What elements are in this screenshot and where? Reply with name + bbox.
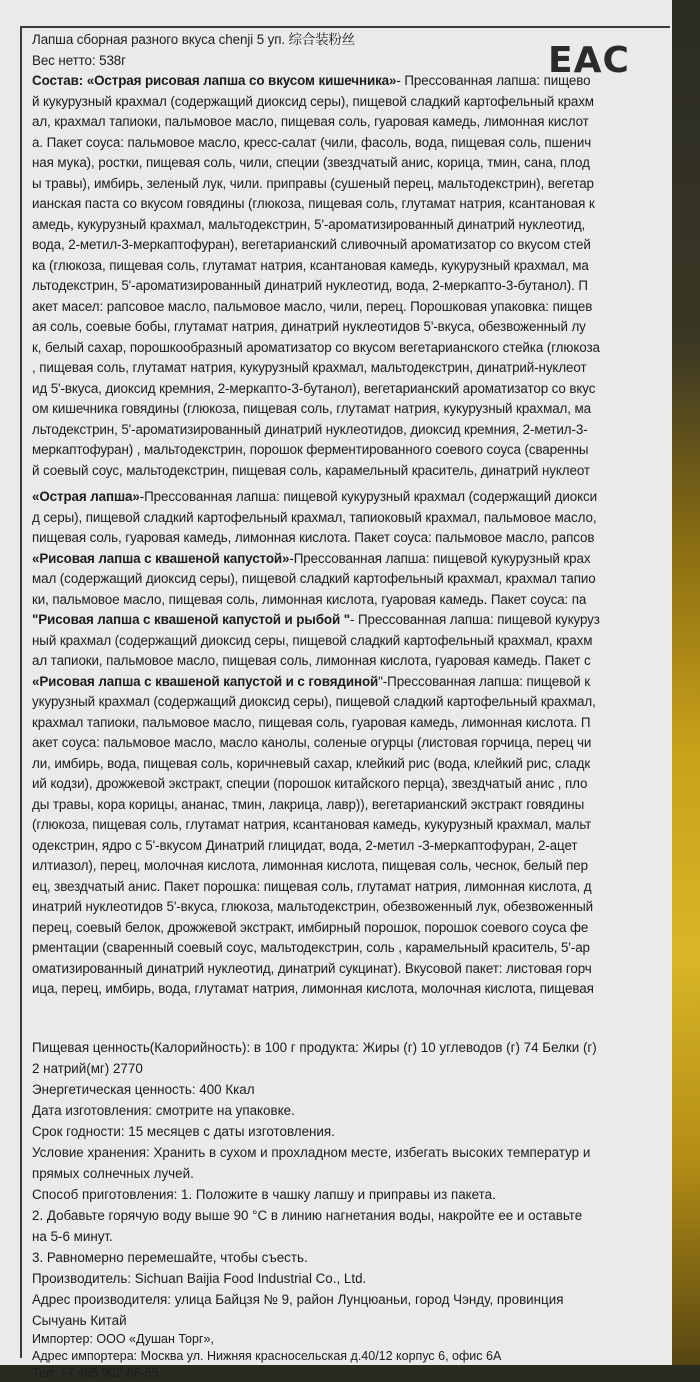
product2-first-line [32, 487, 666, 508]
nutrition-line: Пищевая ценность(Калорийность): в 100 г продукта: Жиры (г) 10 углеводов (г) 74 Белки (г) [32, 1040, 597, 1055]
composition-line: а. Пакет соуса: пальмовое масло, кресс-салат (чили, фасоль, вода, пищевая соль, пшенич [32, 134, 592, 150]
composition-line: ы травы), имбирь, зеленый лук, чили. приправы (сушеный перец, мальтодекстрин), вегетар [32, 175, 594, 191]
product4-first-line-rest: - Прессованная лапша: пищевой кукуруз [349, 612, 600, 627]
product5-first-line [32, 672, 666, 693]
product5-line: ды травы, кора корицы, ананас, тмин, лакрица, лавр)), вегетарианский экстракт говядины [32, 796, 585, 812]
product2-line: пищевая соль, гуаровая камедь, лимонная кислота. Пакет соуса: пальмовое масло, рапсов [32, 530, 595, 545]
product5-line: укурузный крахмал (содержащий диоксид серы), пищевой сладкий картофельный крахмал, [32, 694, 596, 709]
shelf-life-line: Срок годности: 15 месяцев с даты изготовления. [32, 1124, 335, 1139]
manufacture-date-line: Дата изготовления: смотрите на упаковке. [32, 1103, 295, 1118]
composition-line: ом кишечника говядины (глюкоза, пищевая соль, глутамат натрия, кукурузный крахмал, ма [32, 401, 591, 416]
manufacturer-address: Адрес производителя: улица Байцзя № 9, район Лунцюаньи, город Чэнду, провинция [32, 1292, 564, 1307]
product2-section [32, 487, 666, 549]
composition-first-line [32, 71, 666, 92]
preparation-step-2: 2. Добавьте горячую воду выше 90 °С в линию нагнетания воды, накройте ее и оставьте [32, 1208, 583, 1223]
product5-line: акет соуса: пальмовое масло, масло канолы, соленые огурцы (листовая горчица, перец чи [32, 735, 592, 750]
composition-line: ая соль, соевые бобы, глутамат натрия, динатрий нуклеотидов 5'-вкуса, обезвоженный лу [32, 319, 586, 334]
product5-line: ица, перец, имбирь, вода, глутамат натрия, лимонная кислота, молочная кислота, пищевая [32, 981, 594, 996]
manufacturer-address-cont: Сычуань Китай [32, 1313, 127, 1328]
product4-line: ал тапиоки, пальмовое масло, пищевая соль, лимонная кислота, гуаровая камедь. Пакет с [32, 653, 591, 668]
composition-line: к, белый сахар, порошкообразный ароматизатор со вкусом вегетарианского стейка (глюкоза [32, 339, 600, 355]
package-edge [672, 0, 700, 1365]
preparation-line: Способ приготовления: 1. Положите в чашку лапшу и приправы из пакета. [32, 1187, 496, 1202]
product2-first-line-rest: -Прессованная лапша: пищевой кукурузный крахмал (содержащий диокси [139, 489, 597, 504]
product5-line: (глюкоза, пищевая соль, глутамат натрия, ксантановая камедь, кукурузный крахмал, мальт [32, 817, 592, 832]
composition-heading: Состав: «Острая рисовая лапша со вкусом кишечника» [32, 73, 397, 88]
composition-line: ал, крахмал тапиоки, пальмовое масло, пищевая соль, гуаровая камедь, лимонная кислот [32, 114, 589, 129]
product5-line: ли, имбирь, вода, пищевая соль, коричневый сахар, клейкий рис (вода, клейкий рис, сладк [32, 755, 591, 771]
composition-section [32, 71, 666, 481]
product5-line: оматизированный динатрий нуклеотид, динатрий сукцинат). Вкусовой пакет: листовая горч [32, 960, 592, 976]
product4-section [32, 610, 666, 672]
composition-first-line-rest: - Прессованная лапша: пищево [396, 73, 591, 88]
product3-first-line-rest: -Прессованная лапша: пищевой кукурузный крах [289, 550, 591, 566]
composition-line: амедь, кукурузный крахмал, мальтодекстрин, 5'-ароматизированный динатрий нуклеотид, [32, 216, 586, 232]
composition-line: й соевый соус, мальтодекстрин, пищевая соль, карамельный краситель, динатрий нуклеот [32, 462, 590, 478]
composition-line: ид 5'-вкуса, диоксид кремния, 2-меркапто-3-бутанол), вегетарианский ароматизатор со вкус [32, 380, 596, 396]
product3-line: мал (содержащий диоксид серы), пищевой сладкий картофельный крахмал, крахмал тапио [32, 571, 596, 586]
storage-line-cont: прямых солнечных лучей. [32, 1166, 194, 1181]
product3-heading: «Рисовая лапша с квашеной капустой» [32, 550, 290, 566]
product4-line: ный крахмал (содержащий диоксид серы, пищевой сладкий картофельный крахмал, крахм [32, 632, 593, 648]
storage-line: Условие хранения: Хранить в сухом и прохладном месте, избегать высоких температур и [32, 1145, 591, 1160]
composition-line: вода, 2-метил-3-меркаптофуран), вегетарианский сливочный ароматизатор со вкусом стей [32, 237, 591, 252]
composition-line: льтодекстрин, 5'-ароматизированный динатрий нуклеотидов, диоксид кремния, 2-метил-3- [32, 421, 588, 437]
manufacturer-line: Производитель: Sichuan Baijia Food Industrial Co., Ltd. [32, 1271, 367, 1286]
product5-line: перец, соевый белок, дрожжевой экстракт, имбирный порошок, порошок соевого соуса фе [32, 919, 589, 935]
sodium-line: 2 натрий(мг) 2770 [32, 1061, 143, 1076]
eac-mark: EAC [548, 40, 630, 81]
product5-line: инатрий нуклеотидов 5'-вкуса, глюкоза, мальтодекстрин, обезвоженный лук, обезвоженный [32, 899, 594, 914]
composition-line: , пищевая соль, глутамат натрия, кукурузный крахмал, мальтодекстрин, динатрий-нуклеот [32, 360, 587, 375]
net-weight: Вес нетто: 538г [32, 52, 126, 68]
product4-first-line [32, 610, 666, 631]
composition-line: ианская паста со вкусом говядины (глюкоза, пищевая соль, глутамат натрия, ксантановая к [32, 196, 595, 211]
product5-line: крахмал тапиоки, пальмовое масло, пищевая соль, гуаровая камедь, лимонная кислота. П [32, 714, 591, 730]
product5-first-line-rest: "-Прессованная лапша: пищевой к [378, 673, 591, 689]
product2-line: д серы), пищевой сладкий картофельный крахмал, тапиоковый крахмал, пальмовое масло, [32, 509, 597, 525]
product5-section [32, 672, 666, 1000]
importer-address: Адрес импортера: Москва ул. Нижняя красносельская д.40/12 корпус 6, офис 6А [32, 1349, 502, 1363]
product5-heading: «Рисовая лапша с квашеной капустой и с говядиной [32, 673, 379, 689]
product5-line: илтиазол), перец, молочная кислота, лимонная кислота, пищевая соль, чеснок, белый пер [32, 858, 588, 873]
importer-line: Импортер: ООО «Душан Торг», [32, 1332, 214, 1346]
importer-phone: Тел: +7 495 902-66-55 [32, 1366, 159, 1380]
product-title: Лапша сборная разного вкуса chenji 5 уп. 综合装粉丝 [32, 32, 356, 47]
footer-info [32, 1037, 666, 1382]
preparation-step-2-cont: на 5-6 минут. [32, 1229, 113, 1244]
product5-line: ец, звездчатый анис. Пакет порошка: пищевая соль, глутамат натрия, лимонная кислота, д [32, 878, 592, 894]
composition-line: акет масел: рапсовое масло, пальмовое масло, чили, перец. Порошковая упаковка: пищев [32, 298, 593, 314]
composition-line: льтодекстрин, 5'-ароматизированный динатрий нуклеотид, вода, 2-меркапто-3-бутанол). П [32, 278, 588, 293]
product3-line: ки, пальмовое масло, пищевая соль, лимонная кислота, гуаровая камедь. Пакет соуса: па [32, 591, 587, 607]
composition-line: й кукурузный крахмал (содержащий диоксид серы), пищевой сладкий картофельный крахм [32, 93, 594, 109]
product5-line: рментации (сваренный соевый соус, мальтодекстрин, соль , карамельный краситель, 5'-ар [32, 940, 590, 955]
product5-line: ий кодзи), дрожжевой экстракт, специи (порошок китайского перца), звездчатый анис , пло [32, 776, 588, 791]
product3-first-line [32, 549, 666, 570]
composition-line: ка (глюкоза, пищевая соль, глутамат натрия, ксантановая камедь, кукурузный крахмал, ма [32, 257, 589, 273]
product3-section [32, 549, 666, 611]
product4-heading: "Рисовая лапша с квашеной капустой и рыбой " [32, 612, 350, 627]
label-text [32, 30, 666, 1000]
composition-line: ная мука), ростки, пищевая соль, чили, специи (звездчатый анис, корица, тмин, сана, плод [32, 155, 590, 170]
product5-line: одекстрин, ядро с 5'-вкусом Динатрий глицидат, вода, 2-метил -3-меркаптофуран, 2-ацет [32, 837, 578, 853]
energy-line: Энергетическая ценность: 400 Ккал [32, 1082, 255, 1097]
composition-line: меркаптофуран) , мальтодекстрин, порошок ферментированного соевого соуса (сваренны [32, 442, 589, 457]
preparation-step-3: 3. Равномерно перемешайте, чтобы съесть. [32, 1250, 308, 1265]
product2-heading: «Острая лапша» [32, 489, 140, 504]
